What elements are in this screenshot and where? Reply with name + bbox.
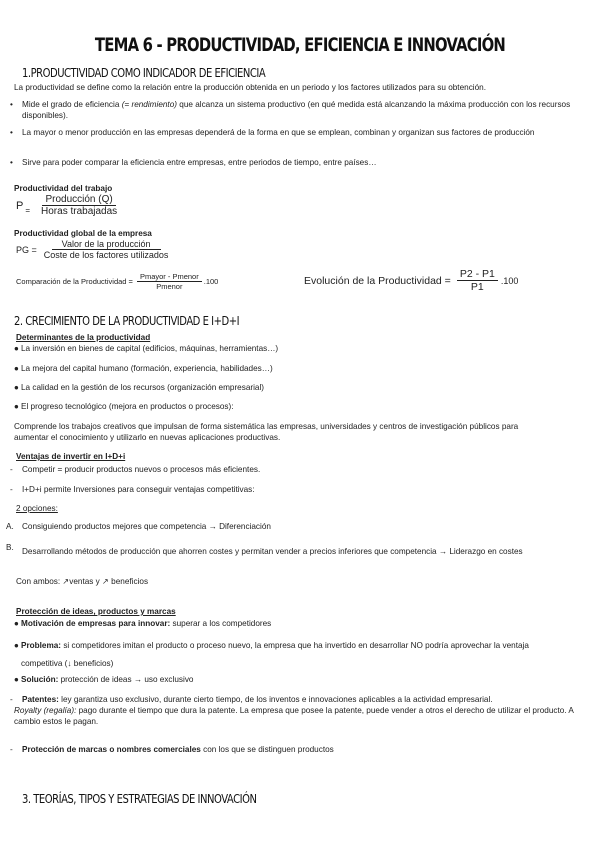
trademark-protection: - Protección de marcas o nombres comerciales con los que se distinguen productos (10, 745, 334, 754)
advantages-title: Ventajas de invertir en I+D+i (16, 452, 126, 461)
option-b: Desarrollando métodos de producción que ahorren costes y permitan vender a precios inferiores que competencia → Liderazgo en costes (22, 547, 523, 556)
labor-productivity-formula: P = $\frac{\text{Producción (Q)}}{\text{Horas trabajadas}}$ (16, 194, 120, 217)
tech-progress-paragraph: Comprende los trabajos creativos que impulsan de forma sistemática las empresas, universidades y centros de investigación públicos para aumentar el conocimiento y utilizarlo en nuevas aplicaciones productivas. (14, 422, 519, 442)
determinant-3: ● La calidad en la gestión de los recursos (organización empresarial) (14, 383, 265, 392)
options-title: 2 opciones: (16, 504, 58, 513)
global-productivity-title: Productividad global de la empresa (14, 229, 152, 238)
determinants-title: Determinantes de la productividad (16, 333, 151, 342)
fraction: $\frac{\text{Producción (Q)}}{\text{Horas trabajadas}}$ (41, 194, 118, 217)
both-options: Con ambos: ↗ventas y ↗ beneficios (16, 577, 149, 586)
s1-bullet-1: • Mide el grado de eficiencia (= rendimiento) que alcanza un sistema productivo (en qué medida está alcanzando la máxima producción con los recursos disponibles). (10, 100, 571, 120)
s1-bullet-2: • La mayor o menor producción en las empresas dependerá de la forma en que se emplean, combinan y organizan sus factores de producción (10, 128, 535, 137)
section-3-heading: 3. TEORÍAS, TIPOS Y ESTRATEGIAS DE INNOVACIÓN (22, 791, 257, 806)
option-a: Consiguiendo productos mejores que competencia → Diferenciación (22, 522, 271, 531)
fraction: $\frac{\text{Pmayor - Pmenor}}{\text{Pmenor}}$ (137, 272, 202, 291)
comparison-formula: Comparación de la Productividad = $\frac{\text{Pmayor - Pmenor}}{\text{Pmenor}}$ .100 (16, 272, 219, 291)
section-2-heading: 2. CRECIMIENTO DE LA PRODUCTIVIDAD E I+D+I (14, 313, 240, 328)
determinant-1: ● La inversión en bienes de capital (edificios, máquinas, herramientas…) (14, 344, 279, 353)
s1-intro: La productividad se define como la relación entre la producción obtenida en un periodo y los factores utilizados para su obtención. (14, 83, 486, 92)
determinant-4: ● El progreso tecnológico (mejora en productos o procesos): (14, 402, 234, 411)
patents: - Patentes: ley garantiza uso exclusivo, durante cierto tiempo, de los inventos e innovaciones aplicables a la actividad empresarial. (10, 695, 493, 704)
protection-problem: ● Problema: si competidores imitan el producto o proceso nuevo, la empresa que ha invertido en desarrollar NO podría aprovechar la ventaja competitiva (↓ beneficios) (14, 641, 529, 668)
option-b-mark: B. (6, 543, 14, 552)
s1-bullet-3: • Sirve para poder comparar la eficiencia entre empresas, entre periodos de tiempo, entre países… (10, 158, 377, 167)
global-productivity-formula: PG = $\frac{\text{Valor de la producción}}{\text{Coste de los factores utilizados}}$ (16, 239, 171, 260)
protection-motivation: ● Motivación de empresas para innovar: superar a los competidores (14, 619, 272, 628)
fraction: $\frac{\text{Valor de la producción}}{\text{Coste de los factores utilizados}}$ (43, 239, 169, 260)
page-title: TEMA 6 - PRODUCTIVIDAD, EFICIENCIA E INNOVACIÓN (94, 34, 506, 56)
option-a-mark: A. (6, 522, 14, 531)
bullet-mark: • (10, 100, 13, 109)
protection-solution: ● Solución: protección de ideas → uso exclusivo (14, 675, 194, 684)
protection-title: Protección de ideas, productos y marcas (16, 607, 176, 616)
evolution-formula: Evolución de la Productividad = $\frac{P2 - P1}{P1}$ .100 (304, 268, 519, 293)
labor-productivity-title: Productividad del trabajo (14, 184, 113, 193)
advantage-1: - Competir = producir productos nuevos o procesos más eficientes. (10, 465, 261, 474)
section-1-heading: 1.PRODUCTIVIDAD COMO INDICADOR DE EFICIENCIA (22, 65, 266, 80)
determinant-2: ● La mejora del capital humano (formación, experiencia, habilidades…) (14, 364, 273, 373)
advantage-2: - I+D+i permite Inversiones para conseguir ventajas competitivas: (10, 485, 255, 494)
royalty: Royalty (regalía): pago durante el tiempo que dura la patente. La empresa que posee la patente, puede vender a otros el derecho de utilizar el producto. A cambio estos le pagan. (14, 706, 574, 726)
fraction: $\frac{P2 - P1}{P1}$ (457, 268, 498, 293)
